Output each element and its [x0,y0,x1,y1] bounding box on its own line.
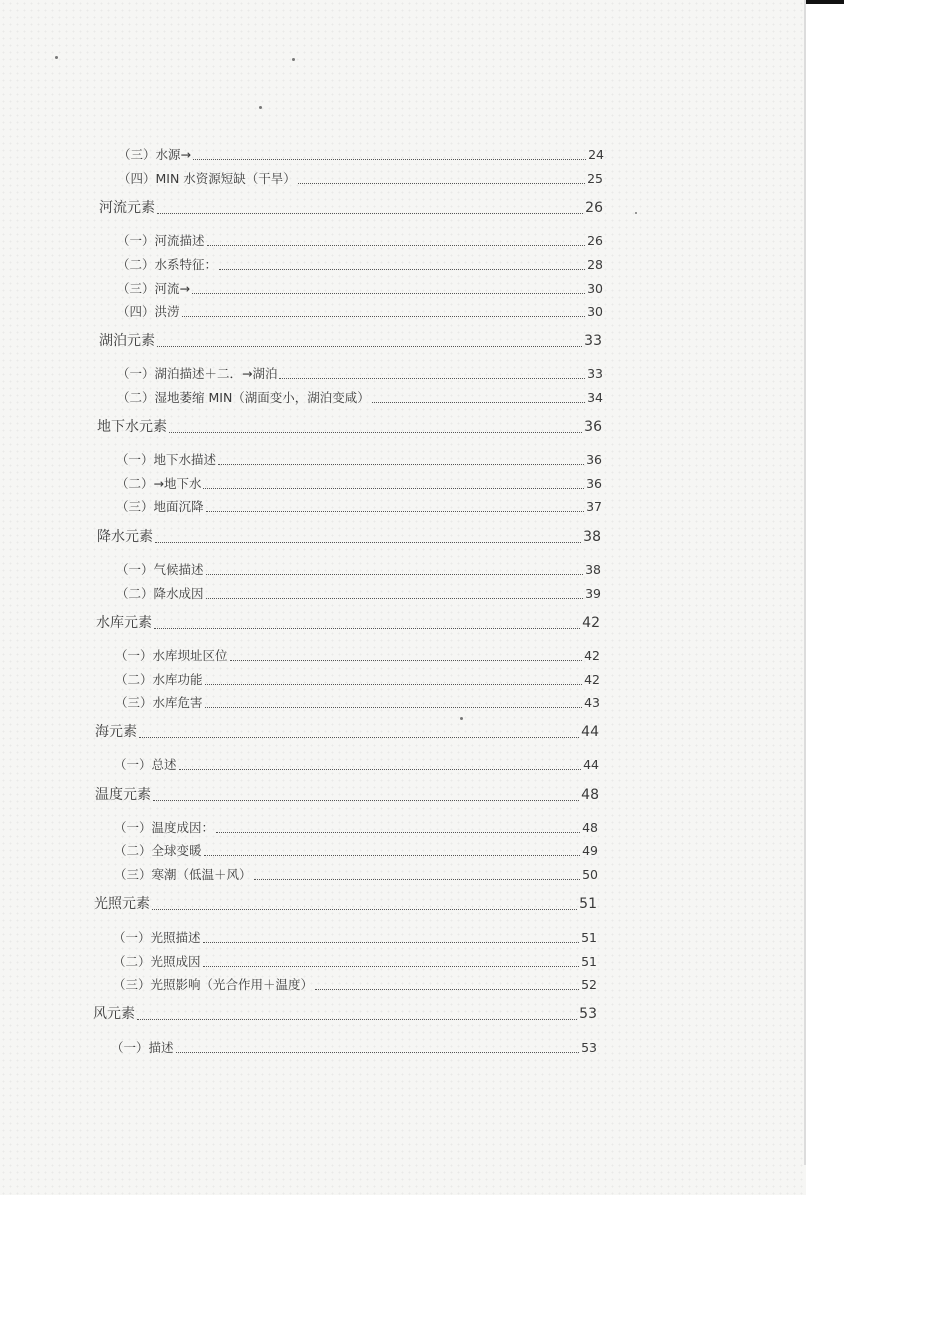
toc-entry-title: （二）水库功能 [115,672,203,687]
dot-leader [204,855,581,856]
toc-page-number: 30 [587,304,603,319]
dot-leader [206,598,584,599]
toc-subsection-entry[interactable] [116,451,602,469]
dot-leader [203,488,584,489]
toc-entry-title: （一）湖泊描述＋二．→湖泊 [117,366,278,381]
toc-entry-title: （三）水源→ [118,147,191,162]
toc-section-entry[interactable] [96,613,600,633]
toc-page-number: 30 [587,281,603,296]
toc-entry-title: （二）水系特征： [117,257,218,272]
dot-leader [230,660,583,661]
dot-leader [203,966,580,967]
dot-leader [154,628,580,629]
dot-leader [153,800,579,801]
toc-subsection-entry[interactable] [117,280,603,298]
toc-page-number: 36 [586,452,602,467]
toc-page-number: 25 [587,171,603,186]
dot-leader [205,684,583,685]
toc-entry-title: （三）水库危害 [115,695,203,710]
toc-subsection-entry[interactable] [114,756,599,774]
toc-page-number: 28 [587,257,603,272]
toc-page-number: 51 [581,930,597,945]
dot-leader [157,346,582,347]
toc-page-number: 53 [581,1040,597,1055]
toc-entry-title: （四）洪涝 [117,304,180,319]
toc-section-entry[interactable] [94,894,597,914]
toc-subsection-entry[interactable] [115,671,600,689]
toc-page-number: 38 [583,529,601,545]
dot-leader [203,942,580,943]
toc-subsection-entry[interactable] [117,389,603,407]
dot-leader [176,1052,580,1053]
toc-subsection-entry[interactable] [117,365,603,383]
toc-page-number: 26 [585,200,603,216]
toc-page-number: 50 [582,867,598,882]
dot-leader [169,432,582,433]
dot-leader [182,316,586,317]
toc-entry-title: （三）光照影响（光合作用＋温度） [113,977,314,992]
toc-entry-title: （一）地下水描述 [116,452,217,467]
toc-subsection-entry[interactable] [114,842,598,860]
toc-subsection-entry[interactable] [115,694,600,712]
toc-subsection-entry[interactable] [116,585,601,603]
toc-entry-title: （三）寒潮（低温＋风） [114,867,252,882]
dot-leader [206,574,584,575]
toc-subsection-entry[interactable] [113,953,597,971]
toc-subsection-entry[interactable] [115,647,600,665]
toc-page-number: 34 [587,390,603,405]
toc-entry-title: 降水元素 [97,529,153,545]
dot-leader [207,245,586,246]
toc-section-entry[interactable] [99,198,603,218]
dot-leader [206,511,585,512]
toc-subsection-entry[interactable] [116,561,601,579]
toc-entry-title: （三）河流→ [117,281,190,296]
toc-page-number: 48 [581,787,599,803]
toc-page-number: 53 [579,1006,597,1022]
toc-section-entry[interactable] [97,417,602,437]
toc-page-number: 36 [584,419,602,435]
toc-subsection-entry[interactable] [118,170,603,188]
toc-subsection-entry[interactable] [116,498,602,516]
dot-leader [193,159,586,160]
toc-section-entry[interactable] [95,722,599,742]
dot-leader [157,213,583,214]
toc-page-number: 39 [585,586,601,601]
toc-page-number: 44 [583,757,599,772]
toc-entry-title: 温度元素 [95,787,151,803]
dot-leader [155,542,581,543]
toc-page-number: 48 [582,820,598,835]
toc-page-number: 42 [584,672,600,687]
dot-leader [139,737,579,738]
toc-page-number: 33 [587,366,603,381]
toc-entry-title: （四）MIN 水资源短缺（干旱） [118,171,296,186]
dot-leader [298,183,585,184]
toc-subsection-entry[interactable] [116,475,602,493]
dot-leader [205,707,583,708]
toc-page-number: 37 [586,499,602,514]
toc-page-number: 49 [582,843,598,858]
toc-subsection-entry[interactable] [117,256,603,274]
toc-entry-title: （一）水库坝址区位 [115,648,228,663]
toc-entry-title: 地下水元素 [97,419,167,435]
toc-entry-title: （二）湿地萎缩 MIN（湖面变小，湖泊变咸） [117,390,370,405]
toc-page-number: 26 [587,233,603,248]
dot-leader [137,1019,577,1020]
toc-subsection-entry[interactable] [117,232,603,250]
toc-section-entry[interactable] [93,1004,597,1024]
dot-leader [216,832,580,833]
dot-leader [254,879,581,880]
toc-subsection-entry[interactable] [111,1039,597,1057]
toc-entry-title: （二）光照成因 [113,954,201,969]
toc-subsection-entry[interactable] [113,976,597,994]
toc-subsection-entry[interactable] [117,303,603,321]
toc-section-entry[interactable] [99,331,602,351]
toc-entry-title: （一）温度成因： [114,820,215,835]
toc-page-number: 24 [588,147,604,162]
dot-leader [192,293,585,294]
toc-entry-title: 风元素 [93,1006,135,1022]
toc-entry-title: 水库元素 [96,615,152,631]
toc-entry-title: （一）河流描述 [117,233,205,248]
toc-entry-title: 湖泊元素 [99,333,155,349]
toc-entry-title: 河流元素 [99,200,155,216]
toc-subsection-entry[interactable] [114,819,598,837]
toc-page-number: 38 [585,562,601,577]
toc-entry-title: （一）光照描述 [113,930,201,945]
toc-page-number: 51 [581,954,597,969]
toc-entry-title: （一）总述 [114,757,177,772]
toc-page-number: 42 [584,648,600,663]
toc-subsection-entry[interactable] [114,866,598,884]
toc-page-number: 42 [582,615,600,631]
toc-entry-title: （一）气候描述 [116,562,204,577]
toc-page-number: 51 [579,896,597,912]
toc-entry-title: （三）地面沉降 [116,499,204,514]
scan-corner-mark [806,0,844,4]
toc-page-number: 52 [581,977,597,992]
dot-leader [179,769,582,770]
toc-page-number: 44 [581,724,599,740]
toc-section-entry[interactable] [95,785,599,805]
toc-entry-title: （二）全球变暖 [114,843,202,858]
dot-leader [372,402,585,403]
toc-subsection-entry[interactable] [113,929,597,947]
toc-entry-title: 光照元素 [94,896,150,912]
toc-page-number: 33 [584,333,602,349]
toc-page-number: 43 [584,695,600,710]
toc-section-entry[interactable] [97,527,601,547]
dot-leader [219,269,585,270]
dot-leader [152,909,577,910]
toc-entry-title: （二）降水成因 [116,586,204,601]
toc-entry-title: （二）→地下水 [116,476,202,491]
toc-subsection-entry[interactable] [118,146,604,164]
dot-leader [315,989,579,990]
toc-entry-title: 海元素 [95,724,137,740]
dot-leader [218,464,584,465]
toc-page-number: 36 [586,476,602,491]
dot-leader [279,378,585,379]
toc-entry-title: （一）描述 [111,1040,174,1055]
